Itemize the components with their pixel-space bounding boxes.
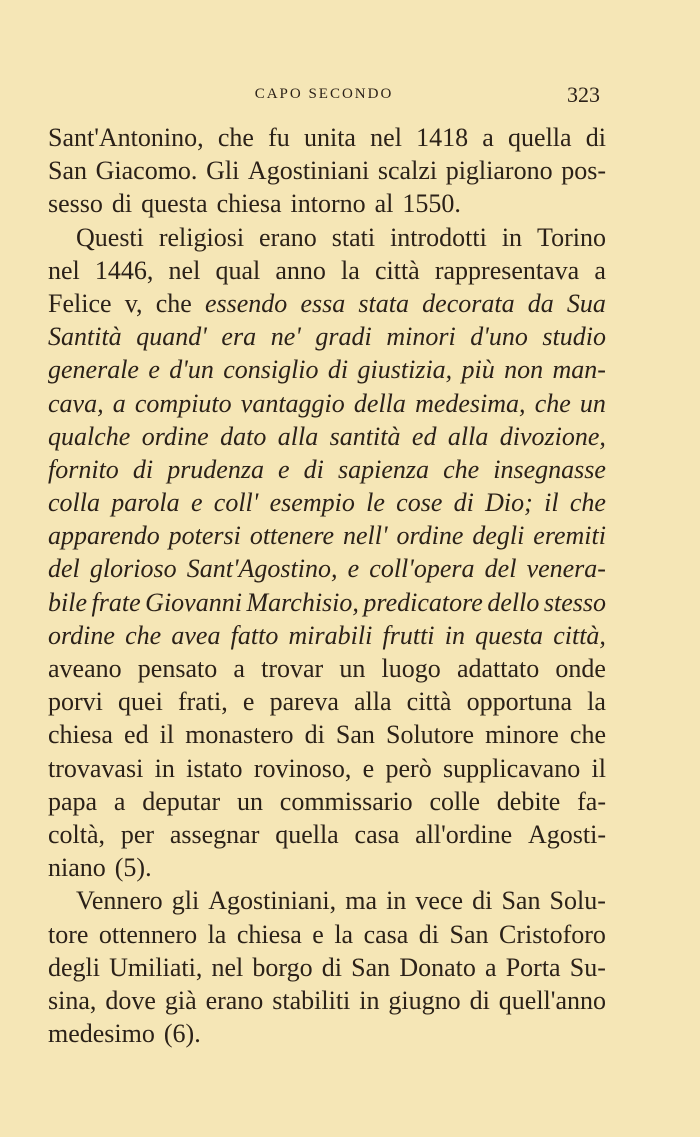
text-line: Felice v, che essendo essa stata decorata da Sua	[48, 288, 606, 318]
body-text	[48, 121, 606, 1050]
running-title: CAPO SECONDO	[254, 86, 394, 102]
text-line: cava, a compiuto vantaggio della medesima, che un	[48, 388, 606, 418]
text-line: papa a deputar un commissario colle debite fa-	[48, 786, 606, 816]
text-line: sesso di questa chiesa intorno al 1550.	[48, 189, 461, 219]
text-line: Sant'Antonino, che fu unita nel 1418 a quella di	[48, 123, 606, 152]
text-line: trovavasi in istato rovinoso, e però supplicavano il	[48, 753, 606, 783]
text-line: degli Umiliati, nel borgo di San Donato a Porta Su-	[48, 952, 606, 982]
text-line: qualche ordine dato alla santità ed alla divozione,	[48, 421, 606, 451]
text-line: del glorioso Sant'Agostino, e coll'opera del venera-	[48, 554, 606, 584]
text-line: Vennero gli Agostiniani, ma in vece di San Solu-	[76, 886, 606, 916]
text-line: bile frate Giovanni Marchisio, predicatore dello stesso	[48, 587, 606, 617]
text-line: colla parola e coll' esempio le cose di Dio; il che	[48, 488, 606, 518]
text-line: Questi religiosi erano stati introdotti in Torino	[76, 222, 606, 252]
text-line: aveano pensato a trovar un luogo adattato onde	[48, 654, 606, 683]
text-line: apparendo potersi ottenere nell' ordine degli eremiti	[48, 521, 606, 551]
text-line: chiesa ed il monastero di San Solutore minore che	[48, 720, 606, 750]
text-line: sina, dove già erano stabiliti in giugno di quell'anno	[48, 985, 606, 1015]
text-line: Santità quand' era ne' gradi minori d'uno studio	[48, 322, 606, 352]
text-line: nel 1446, nel qual anno la città rappresentava a	[48, 255, 606, 285]
text-line: ordine che avea fatto mirabili frutti in questa città,	[48, 620, 606, 650]
text-line: fornito di prudenza e di sapienza che insegnasse	[48, 454, 606, 484]
text-line: coltà, per assegnar quella casa all'ordine Agosti-	[48, 819, 606, 849]
text-line: niano (5).	[48, 853, 152, 883]
text-line: San Giacomo. Gli Agostiniani scalzi pigliarono pos-	[48, 156, 606, 186]
text-line: porvi quei frati, e pareva alla città opportuna la	[48, 687, 606, 717]
text-line: generale e d'un consiglio di giustizia, più non man-	[48, 355, 606, 385]
text-line: medesimo (6).	[48, 1019, 201, 1049]
page-number: 323	[567, 82, 600, 107]
text-line: tore ottennero la chiesa e la casa di San Cristoforo	[48, 919, 606, 949]
page-header	[48, 82, 600, 112]
